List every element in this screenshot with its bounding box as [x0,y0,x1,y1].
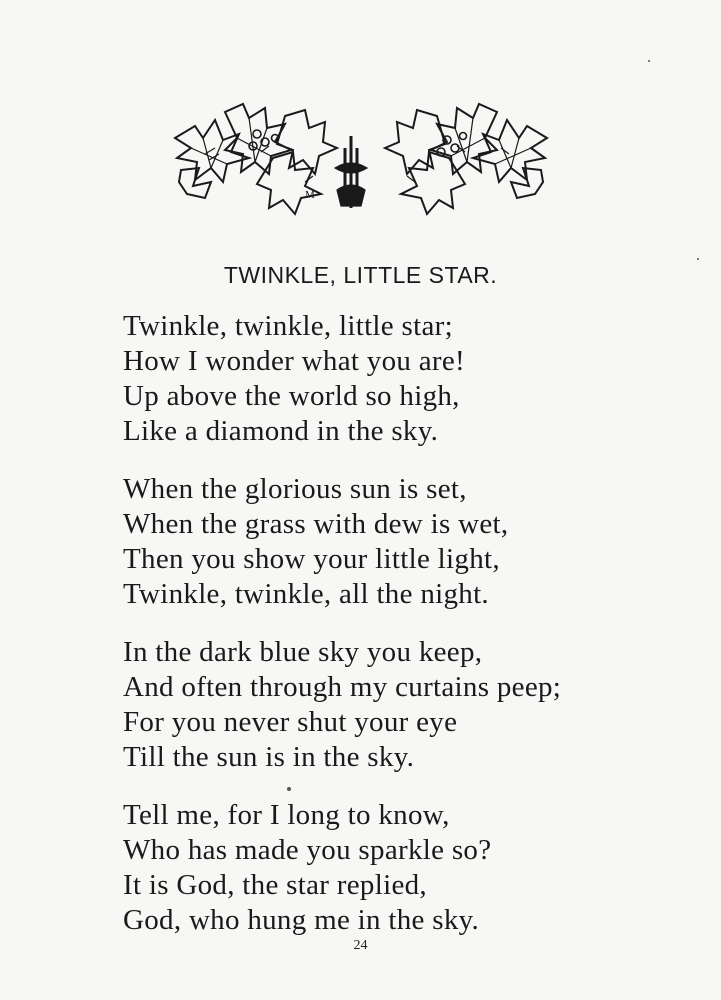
poem-line: Twinkle, twinkle, little star; [123,310,453,342]
poem-line: Twinkle, twinkle, all the night. [123,578,489,610]
poem-line: God, who hung me in the sky. [123,904,480,936]
poem-line: Till the sun is in the sky. [123,741,415,773]
poem-line: When the grass with dew is wet, [123,508,509,540]
leaf-ornament [165,98,557,216]
poem-line: It is God, the star replied, [123,869,427,901]
paper-speck [287,787,291,791]
poem-line: For you never shut your eye [123,706,458,738]
poem-line: Like a diamond in the sky. [123,415,439,447]
stanza-1 [123,309,683,449]
poem-line: When the glorious sun is set, [123,473,467,505]
page-number: 24 [353,938,368,953]
poem-body [123,309,683,961]
poem-line: Then you show your little light, [123,543,500,575]
poem-line: In the dark blue sky you keep, [123,636,483,668]
paper-speck [697,258,699,260]
stanza-3 [123,635,683,775]
poem-line: Tell me, for I long to know, [123,799,450,831]
ornament-monogram: M [305,189,315,201]
poem-line: Up above the world so high, [123,380,460,412]
stanza-4 [123,798,683,938]
stanza-2 [123,472,683,612]
paper-speck [648,60,650,62]
poem-line: How I wonder what you are! [123,345,465,377]
poem-line: And often through my curtains peep; [123,671,562,703]
poem-line: Who has made you sparkle so? [123,834,492,866]
poem-title: TWINKLE, LITTLE STAR. [223,262,498,288]
